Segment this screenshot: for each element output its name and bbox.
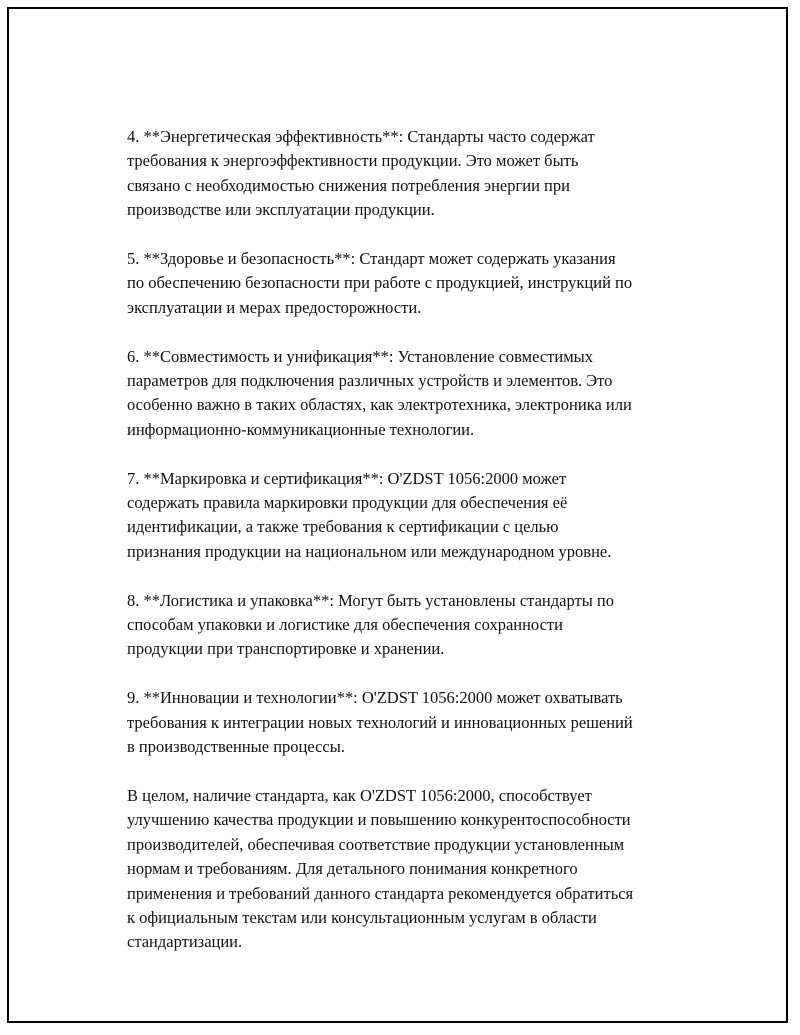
paragraph-compatibility: 6. **Совместимость и унификация**: Установление совместимых параметров для подключения различных устройств и элементов. Это особенно важно в таких областях, как электротехника, электроника или информационно-коммуникационные технологии. — [127, 346, 632, 439]
paragraph-conclusion: В целом, наличие стандарта, как O'ZDST 1056:2000, способствует улучшению качества продукции и повышению конкурентоспособности производителей, обеспечивая соответствие продукции установленным нормам и требованиям. Для детального понимания конкретного применения и требований данного стандарта рекомендуется обратиться к официальным текстам или консультационным услугам в области стандартизации. — [127, 785, 634, 952]
paragraph-health-safety: 5. **Здоровье и безопасность**: Стандарт может содержать указания по обеспечению безопасности при работе с продукцией, инструкций по эксплуатации и мерах предосторожности. — [127, 249, 633, 317]
page-frame — [7, 7, 788, 1023]
paragraph-marking-certification: 7. **Маркировка и сертификация**: O'ZDST 1056:2000 может содержать правила маркировки продукции для обеспечения её идентификации, а также требования к сертификации с целью признания продукции на национальном или международном уровне. — [127, 468, 612, 561]
paragraph-innovation-technology: 9. **Инновации и технологии**: O'ZDST 1056:2000 может охватывать требования к интеграции новых технологий и инновационных решений в производственные процессы. — [127, 688, 633, 757]
paragraph-energy-efficiency: 4. **Энергетическая эффективность**: Стандарты часто содержат требования к энергоэффективности продукции. Это может быть связано с необходимостью снижения потребления энергии при производстве или эксплуатации продукции. — [127, 127, 595, 220]
document-body — [127, 125, 707, 955]
paragraph-logistics-packaging: 8. **Логистика и упаковка**: Могут быть установлены стандарты по способам упаковки и логистике для обеспечения сохранности продукции при транспортировке и хранении. — [127, 590, 614, 659]
